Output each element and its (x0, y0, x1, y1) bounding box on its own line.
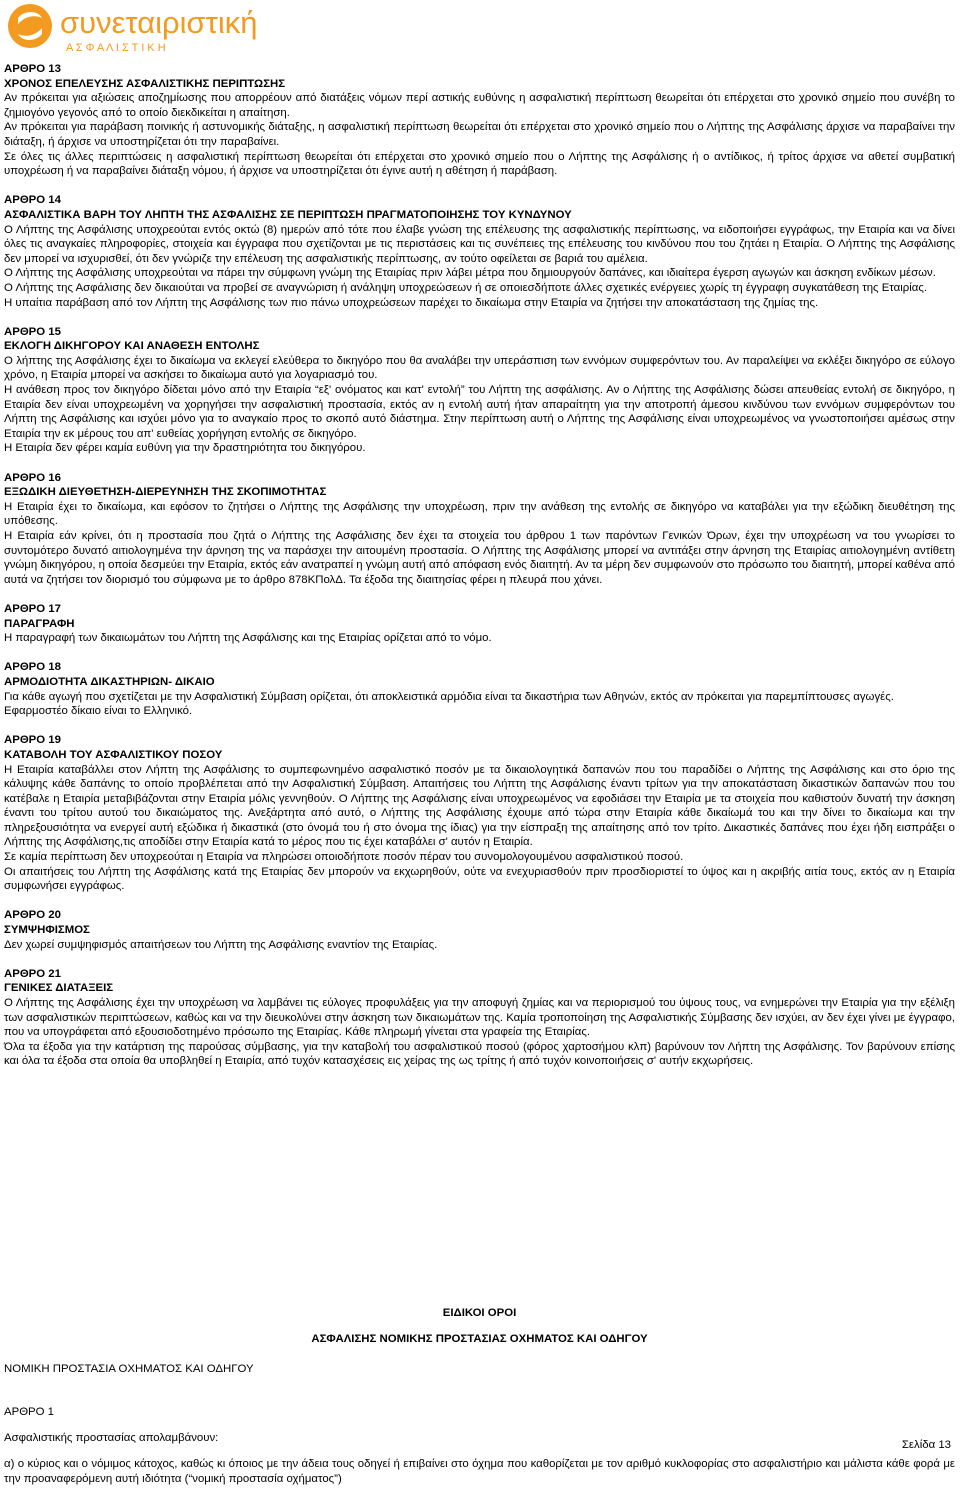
special-terms-paragraph: α) ο κύριος και ο νόμιμος κάτοχος, καθώς κι όποιος με την άδεια τους οδηγεί ή επιβαίνει στο όχημα που καθορίζεται με τον αριθμό κυκλοφορίας στο ασφαλιστήριο και μάλιστα κάθε φορά με την προαναφερόμενη αυτή ιδιότητα (“νομική προστασία οχήματος”) (4, 1458, 955, 1485)
article-paragraph: Η Εταιρία έχει το δικαίωμα, και εφόσον το ζητήσει ο Λήπτης της Ασφάλισης την υποχρέωση, πριν την ανάθεση της εντολής σε δικηγόρο να καταβάλει για την εξώδικη διευθέτηση της υπόθεσης. (4, 500, 955, 528)
article-number: ΑΡΘΡΟ 19 (4, 734, 61, 747)
article-paragraph: Οι απαιτήσεις του Λήπτη της Ασφάλισης κατά της Εταιρίας δεν μπορούν να εκχωρηθούν, ούτε να ενεχυριασθούν πριν προσδιοριστεί το ύψος και η ακριβής αιτία τους, εκτός αν η Εταιρία συμφωνήσει εγγράφως. (4, 865, 955, 893)
article-number: ΑΡΘΡΟ 14 (4, 194, 61, 207)
special-terms-article-number: ΑΡΘΡΟ 1 (4, 1406, 55, 1419)
article-paragraph: Δεν χωρεί συμψηφισμός απαιτήσεων του Λήπτη της Ασφάλισης εναντίον της Εταιρίας. (4, 938, 438, 951)
article-paragraph: Ο Λήπτης της Ασφάλισης δεν δικαιούται να προβεί σε αναγνώριση ή ανάληψη υποχρεώσεων ή σε οποιεσδήποτε άλλες σχετικές ενέργειες χωρίς τη έγγραφη συγκατάθεση της Εταιρίας. (4, 281, 927, 294)
article-paragraph: Η παραγραφή των δικαιωμάτων του Λήπτη της Ασφάλισης και της Εταιρίας ορίζεται από το νόμο. (4, 632, 492, 645)
article-title: ΣΥΜΨΗΦΙΣΜΟΣ (4, 924, 90, 937)
article-paragraph: Αν πρόκειται για παράβαση ποινικής ή αστυνομικής διάταξης, η ασφαλιστική περίπτωση θεωρείται ότι επέρχεται στο χρονικό σημείο που ο Λήπτης της Ασφάλισης άρχισε να παραβαίνει την διάταξη, ή άρχισε να υποστηρίζεται ότι την παραβαίνει. (4, 121, 955, 148)
article-paragraph: Η Εταιρία καταβάλλει στον Λήπτη της Ασφάλισης το συμπεφωνημένο ασφαλιστικό ποσόν με τα δικαιολογητικά δαπανών που του παραδίδει ο Λήπτης της Ασφάλισης και στο όριο της κάλυψης κάθε δαπάνης το οποίο προβλέπεται από την Ασφαλιστική Σύμβαση. Απαιτήσεις του Λήπτη της Ασφάλισης έναντι τρίτων για την αποκατάσταση δικαστικών δαπανών που του κατέβαλε η Εταιρία μεταβιβάζονται στην Εταιρία μόλις γεννηθούν. Ο Λήπτης της Ασφάλισης είναι υποχρεωμένος να εφοδιάσει την Εταιρία με τα στοιχεία που καθιστούν δυνατή την άσκηση έναντι του τρίτου αυτού του δικαιώματος της. Ανεξάρτητα από αυτό, ο Λήπτης της Ασφάλισης έχουμε από τώρα στην Εταιρία κάθε δικαίωμά του και την δίνει το δικαίωμα και την πληρεξουσιότητα να ενεργεί αυτή εξώδικα ή δικαστικά (στο όνομά του ή στο όνομα της ίδιας) για την είσπραξη της απαίτησης από τον τρίτο. Δικαστικές δαπάνες που έχει ήδη εισπράξει ο Λήπτης της Ασφάλισης,τις αποδίδει στην Εταιρία κατά το μέρος που τις έχει καταβάλει σ' αυτόν η Εταιρία. (4, 763, 955, 849)
special-terms (4, 1295, 955, 1498)
special-terms-heading-2: ΑΣΦΑΛΙΣΗΣ ΝΟΜΙΚΗΣ ΠΡΟΣΤΑΣΙΑΣ ΟΧΗΜΑΤΟΣ ΚΑΙ ΟΔΗΓΟΥ (311, 1333, 648, 1346)
article-title: ΧΡΟΝΟΣ ΕΠΕΛΕΥΣΗΣ ΑΣΦΑΛΙΣΤΙΚΗΣ ΠΕΡΙΠΤΩΣΗΣ (4, 77, 286, 90)
logo-emblem-icon (8, 4, 52, 48)
article-paragraph: Η Εταιρία δεν φέρει καμία ευθύνη για την δραστηριότητα του δικηγόρου. (4, 442, 366, 455)
article-title: ΑΡΜΟΔΙΟΤΗΤΑ ΔΙΚΑΣΤΗΡΙΩΝ- ΔΙΚΑΙΟ (4, 675, 215, 688)
article-section (4, 733, 955, 894)
article-section (4, 660, 955, 718)
logo-graphic (6, 2, 336, 54)
article-paragraph: Σε καμία περίπτωση δεν υποχρεούται η Εταιρία να πληρώσει οποιοδήποτε ποσόν πέραν του συνομολογουμένου ασφαλιστικού ποσού. (4, 851, 684, 864)
page-number: Σελίδα 13 (901, 1439, 951, 1451)
article-title: ΑΣΦΑΛΙΣΤΙΚΑ ΒΑΡΗ ΤΟΥ ΛΗΠΤΗ ΤΗΣ ΑΣΦΑΛΙΣΗΣ ΣΕ ΠΕΡΙΠΤΩΣΗ ΠΡΑΓΜΑΤΟΠΟΙΗΣΗΣ ΤΟΥ ΚΥΝΔΥΝΟΥ (4, 208, 572, 221)
article-section (4, 602, 955, 646)
article-paragraph: Η ανάθεση προς τον δικηγόρο δίδεται μόνο από την Εταιρία “εξ' ονόματος και κατ' εντολή” του Λήπτη της ασφάλισης. Αν ο Λήπτης της Ασφάλισης δώσει απευθείας εντολή σε δικηγόρο, η Εταιρία δεν είναι υποχρεωμένη να χορηγήσει την ασφαλιστική προστασία, εκτός αν η εντολή αυτή ήταν απαραίτητη για την αποτροπή άμεσου κινδύνου των εννόμων συμφερόντων του Λήπτη της Ασφάλισης και ισχύει μόνο για το αναγκαίο προς το σκοπό αυτό διάστημα. Στην περίπτωση αυτή ο Λήπτης της Ασφάλισης είναι υποχρεωμένος να γνωστοποιήσει αμέσως στην Εταιρία την εκ μέρους του απ' ευθείας χορήγηση εντολής σε δικηγόρο. (4, 384, 955, 440)
article-title: ΕΚΛΟΓΗ ΔΙΚΗΓΟΡΟΥ ΚΑΙ ΑΝΑΘΕΣΗ ΕΝΤΟΛΗΣ (4, 340, 260, 353)
article-number: ΑΡΘΡΟ 13 (4, 63, 61, 75)
article-section (4, 193, 955, 310)
article-number: ΑΡΘΡΟ 21 (4, 967, 61, 980)
company-logo (6, 2, 336, 54)
article-paragraph: Σε όλες τις άλλες περιπτώσεις η ασφαλιστική περίπτωση θεωρείται ότι επέρχεται στο χρονικό σημείο που ο Λήπτης της Ασφάλισης ή ο αντίδικος, ή τρίτος άρχισε να αθετεί συμβατική υποχρέωση ή να παραβαίνει διάταξη νόμου, ή άρχισε να υποστηρίζεται ότι έγινε αυτή η αθέτηση ή παράβαση. (4, 150, 955, 178)
special-terms-paragraph: Ασφαλιστικής προστασίας απολαμβάνουν: (4, 1432, 219, 1445)
logo-wordmark: συνεταιριστική (60, 5, 258, 40)
article-paragraph: Ο λήπτης της Ασφάλισης έχει το δικαίωμα να εκλεγεί ελεύθερα το δικηγόρο που θα αναλάβει την υπεράσπιση των εννόμων συμφερόντων του. Αν παραλείψει να εκλέξει δικηγόρο σε εύλογο χρόνο, η Εταιρία μπορεί να ασκήσει το δικαίωμα αυτό για λογαριασμό του. (4, 354, 955, 382)
article-section (4, 471, 955, 588)
article-paragraph: Ο Λήπτης της Ασφάλισης έχει την υποχρέωση να λαμβάνει τις εύλογες προφυλάξεις για την αποφυγή ζημίας και να περιορισμού του ύψους τους, να ενημερώνει την Εταιρία για την εξέλιξη των ασφαλιστικών περιπτώσεων, καθώς και να την διευκολύνει στην άσκηση των δικαιωμάτων της. Καμία τροποποίηση της Ασφαλιστικής Σύμβασης δεν ισχύει, αν δεν έχει γίνει με έγγραφο, που να υπογράφεται από εξουσιοδοτημένο πρόσωπο της Εταιρίας. Κάθε πληρωμή γίνεται στα γραφεία της Εταιρίας. (4, 997, 955, 1039)
special-terms-heading-1: ΕΙΔΙΚΟΙ ΟΡΟΙ (442, 1307, 517, 1320)
article-section (4, 908, 955, 952)
article-title: ΓΕΝΙΚΕΣ ΔΙΑΤΑΞΕΙΣ (4, 982, 114, 995)
logo-tagline: Α Σ Φ Α Λ Ι Σ Τ Ι Κ Η (66, 42, 166, 54)
article-paragraph: Ο Λήπτης της Ασφάλισης υποχρεούται εντός οκτώ (8) ημερών από τότε που έλαβε γνώση της επέλευσης της ασφαλιστικής περίπτωσης, να ειδοποιήσει εγγράφως, την Εταιρία και να δίνει όλες τις αναγκαίες πληροφορίες, στοιχεία και έγγραφα που σχετίζονται με τις περιστάσεις και τις συνέπειες της επέλευσης του κινδύνου που του ζητάει η Εταιρία. Ο Λήπτης της Ασφάλισης δεν μπορεί να ισχυρισθεί, ότι δεν γνώριζε την επέλευση της ασφαλιστικής περίπτωσης, αν τούτο οφείλεται σε βαριά του αμέλεια. (4, 223, 955, 265)
article-paragraph: Όλα τα έξοδα για την κατάρτιση της παρούσας σύμβασης, για την καταβολή του ασφαλιστικού ποσού (φόρος χαρτοσήμου κλπ) βαρύνουν τον Λήπτη της Ασφάλισης. Τον βαρύνουν επίσης και όλα τα έξοδα στα οποία θα υποβληθεί η Εταιρία, από τυχόν κατασχέσεις εις χείρας της ως τρίτης ή από τυχόν κοινοποιήσεις σ' αυτήν εκχωρήσεις. (4, 1040, 955, 1068)
article-paragraph: Για κάθε αγωγή που σχετίζεται με την Ασφαλιστική Σύμβαση ορίζεται, ότι αποκλειστικά αρμόδια είναι τα δικαστήρια των Αθηνών, εκτός αν πρόκειται για παρεμπίπτουσες αγωγές. (4, 690, 894, 703)
article-paragraph: Αν πρόκειται για αξιώσεις αποζημίωσης που απορρέουν από διατάξεις νόμων περί αστικής ευθύνης η ασφαλιστική περίπτωση θεωρείται ότι επέρχεται στο χρονικό σημείο που συνέβη το ζημιογόνο γεγονός από το οποίο διεκδικείται η απαίτηση. (4, 92, 955, 119)
article-title: ΚΑΤΑΒΟΛΗ ΤΟΥ ΑΣΦΑΛΙΣΤΙΚΟΥ ΠΟΣΟΥ (4, 748, 223, 761)
article-paragraph: Η Εταιρία εάν κρίνει, ότι η προστασία που ζητά ο Λήπτης της Ασφάλισης δεν έχει τα στοιχεία του άρθρου 1 των παρόντων Γενικών Όρων, έχει την υποχρέωση να του γνωρίσει το συντομότερο δυνατό αιτιολογημένα την άρνηση της να παράσχει την αιτουμένη προστασία. Ο Λήπτης της Ασφάλισης μπορεί να αντιτάξει στην άρνηση της Εταιρίας αιτιολογημένη αντίθετη γνώμη δικηγόρου, η οποία δεσμεύει την Εταιρία, εκτός εάν ανατραπεί η γνώμη αυτή από απόφαση ενός διαιτητή. Αν τα μέρη δεν συμφωνούν στο πρόσωπο του διαιτητή, μπορεί καθένα από αυτά να ζητήσει τον διορισμό του σύμφωνα με το άρθρο 878ΚΠολΔ. Τα έξοδα της διαιτησίας φέρει η πλευρά που χάνει. (4, 530, 955, 586)
article-title: ΠΑΡΑΓΡΑΦΗ (4, 617, 75, 630)
article-number: ΑΡΘΡΟ 20 (4, 909, 61, 922)
article-paragraph: Εφαρμοστέο δίκαιο είναι το Ελληνικό. (4, 705, 193, 718)
article-number: ΑΡΘΡΟ 18 (4, 661, 61, 674)
article-section (4, 967, 955, 1069)
article-section (4, 325, 955, 456)
article-section (4, 62, 955, 179)
article-title: ΕΞΩΔΙΚΗ ΔΙΕΥΘΕΤΗΣΗ-ΔΙΕΡΕΥΝΗΣΗ ΤΗΣ ΣΚΟΠΙΜΟΤΗΤΑΣ (4, 486, 327, 499)
article-number: ΑΡΘΡΟ 17 (4, 602, 61, 615)
document-body (4, 62, 955, 1084)
special-terms-section-title: ΝΟΜΙΚΗ ΠΡΟΣΤΑΣΙΑ ΟΧΗΜΑΤΟΣ ΚΑΙ ΟΔΗΓΟΥ (4, 1362, 254, 1375)
article-number: ΑΡΘΡΟ 15 (4, 325, 61, 338)
article-paragraph: Η υπαίτια παράβαση από τον Λήπτη της Ασφάλισης των πιο πάνω υποχρεώσεων παρέχει το δικαίωμα στην Εταιρία να ζητήσει την αποκατάσταση της ζημίας της. (4, 296, 819, 309)
article-number: ΑΡΘΡΟ 16 (4, 471, 61, 484)
article-paragraph: Ο Λήπτης της Ασφάλισης υποχρεούται να πάρει την σύμφωνη γνώμη της Εταιρίας πριν λάβει μέτρα που δημιουργούν δαπάνες, και ιδιαίτερα έγερση αγωγών και άσκηση ενδίκων μέσων. (4, 267, 936, 280)
